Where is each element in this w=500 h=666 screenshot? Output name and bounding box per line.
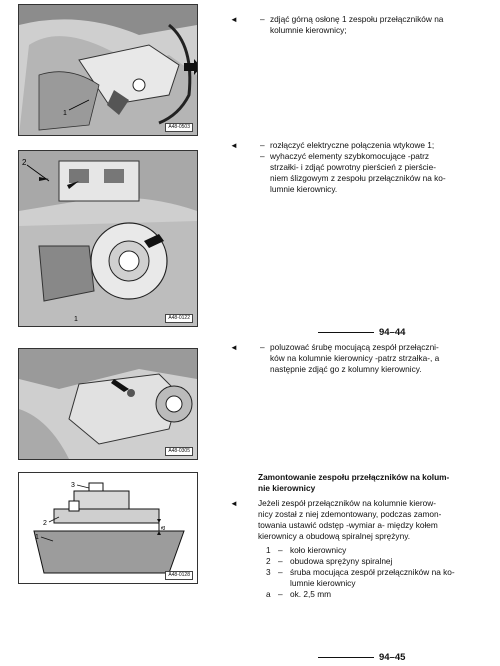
legend-item: 3 – śruba mocująca zespół przełączników na ko-	[266, 567, 455, 577]
step-2-item-2-line-4: lumnie kierownicy.	[270, 184, 338, 194]
install-paragraph-line-2: nicy został z niej zdemontowany, podczas zamon-	[258, 509, 442, 519]
figure-code: A48-0122	[165, 314, 193, 323]
page-rule	[318, 657, 374, 658]
steering-column-cover-illustration	[19, 5, 197, 135]
install-paragraph-line-3: towania ustawić odstęp -wymiar a- między kołem	[258, 520, 438, 530]
step-2-item-2-line-2: strzałki- i zdjąć powrotny pierścień z pierście-	[270, 162, 436, 172]
install-paragraph	[258, 498, 473, 542]
page-number	[318, 327, 405, 338]
figure-4	[18, 472, 198, 584]
step-3-line-3: następnie zdjąć go z kolumny kierownicy.	[270, 364, 422, 374]
figure-1	[18, 4, 198, 136]
legend	[266, 545, 455, 600]
legend-item-cont: lumnie kierownicy	[290, 578, 356, 588]
legend-item: a – ok. 2,5 mm	[266, 589, 332, 599]
legend-item: 2 – obudowa sprężyny spiralnej	[266, 556, 393, 566]
page-rule	[318, 332, 374, 333]
step-2-item-2-line-1: wyhaczyć elementy szybkomocujące -patrz	[270, 151, 430, 161]
slip-ring-illustration	[19, 151, 197, 326]
step-2-item-2-line-3: niem ślizgowym z zespołu przełączników na ko-	[270, 173, 446, 183]
step-3-line-1: poluzować śrubę mocującą zespół przełączni-	[270, 342, 439, 352]
figure-code: A48-0128	[165, 571, 193, 580]
callout-a: a	[160, 526, 167, 530]
svg-text:1: 1	[63, 110, 67, 117]
callout-2: 2	[43, 520, 47, 527]
figure-3	[18, 348, 198, 460]
spacing-diagram	[19, 473, 197, 583]
step-2: – rozłączyć elektryczne połączenia wtykowe 1; – wyhaczyć elementy szybkomocujące -patrz strzałki- i zdjąć powrotny pierścień z pierście- niem ślizgowym z zespołu przełączników na ko- lumnie kierownicy.	[230, 140, 475, 195]
callout-1: 1	[35, 534, 39, 541]
step-1-line-2: kolumnie kierownicy;	[270, 25, 347, 35]
page-number-text: 94–45	[379, 652, 406, 663]
install-paragraph-line-1: Jeżeli zespół przełączników na kolumnie kierow-	[258, 498, 436, 508]
pointer-arrow: ◄	[230, 141, 238, 150]
callout-3: 3	[71, 482, 75, 489]
step-3: – poluzować śrubę mocującą zespół przełączni- ków na kolumnie kierownicy -patrz strzałka-, a następnie zdjąć go z kolumny kierownicy.	[230, 342, 475, 375]
install-heading-line-1: Zamontowanie zespołu przełączników na kolum-	[258, 472, 450, 482]
step-3-line-2: ków na kolumnie kierownicy -patrz strzałka-, a	[270, 353, 440, 363]
pointer-arrow: ◄	[230, 343, 238, 352]
page-number	[318, 652, 405, 663]
figure-code: A48-0305	[165, 447, 193, 456]
install-heading-line-2: nie kierownicy	[258, 483, 316, 493]
install-heading	[258, 472, 473, 494]
page-number-text: 94–44	[379, 327, 406, 338]
figure-code: A48-0503	[165, 123, 193, 132]
figure-2	[18, 150, 198, 327]
step-2-item-1: rozłączyć elektryczne połączenia wtykowe 1;	[270, 140, 435, 150]
column-switch-screw-illustration	[19, 349, 197, 459]
install-paragraph-line-4: kierownicy a obudową spiralnej sprężyny.	[258, 531, 411, 541]
pointer-arrow: ◄	[230, 499, 238, 508]
step-1: – zdjąć górną osłonę 1 zespołu przełączników na kolumnie kierownicy;	[230, 14, 475, 36]
pointer-arrow: ◄	[230, 15, 238, 24]
legend-item: 1 – koło kierownicy	[266, 545, 347, 555]
step-1-line-1: zdjąć górną osłonę 1 zespołu przełączników na	[270, 14, 444, 24]
callout-2: 2	[22, 158, 27, 167]
svg-text:1: 1	[74, 316, 78, 323]
